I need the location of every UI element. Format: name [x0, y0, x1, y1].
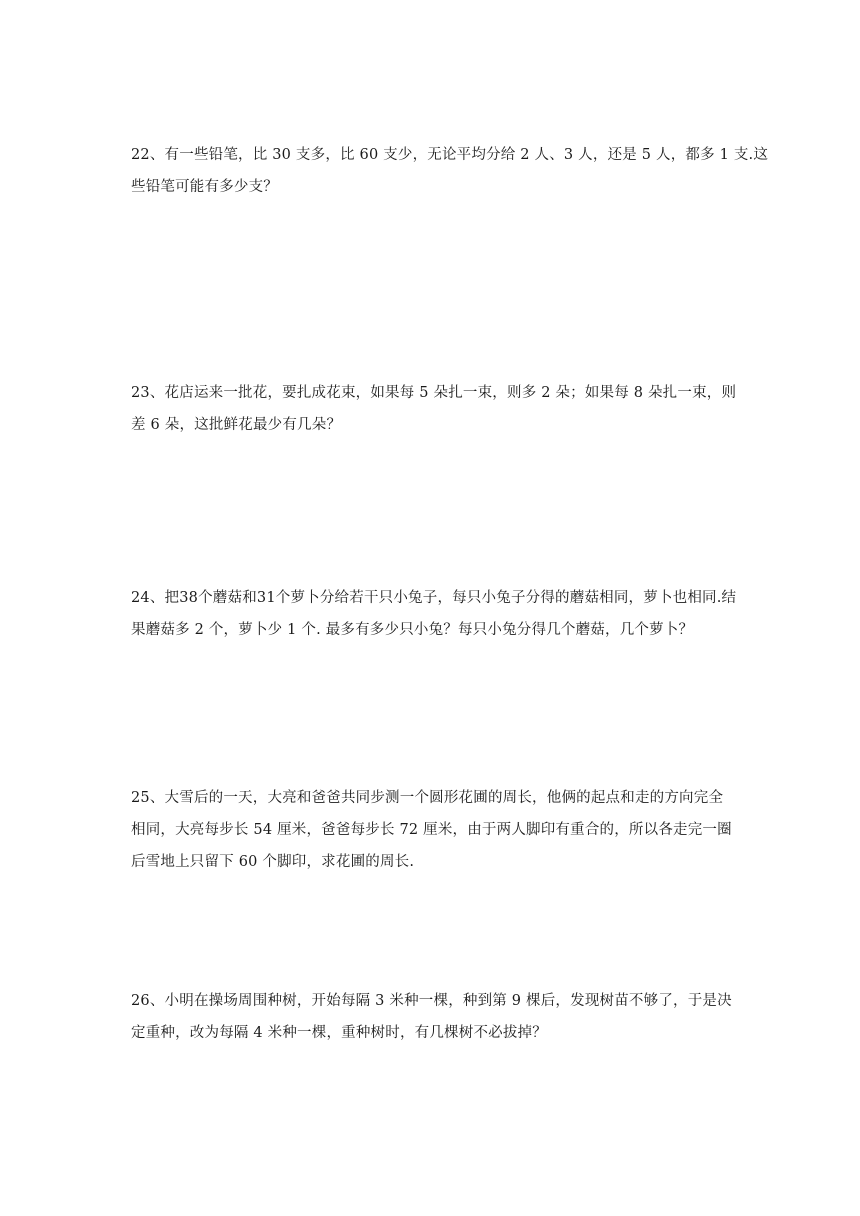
question-26-line-1: 26、小明在操场周围种树，开始每隔 3 米种一棵，种到第 9 棵后，发现树苗不够了，于是决	[131, 993, 732, 1009]
question-24-line-2: 果蘑菇多 2 个，萝卜少 1 个. 最多有多少只小兔？每只小兔分得几个蘑菇，几个萝卜？	[131, 622, 694, 638]
question-24	[131, 582, 737, 646]
question-26-line-2: 定重种，改为每隔 4 米种一棵，重种树时，有几棵树不必拔掉？	[131, 1025, 547, 1041]
question-25-line-3: 后雪地上只留下 60 个脚印，求花圃的周长.	[131, 854, 415, 870]
question-22-line-2: 些铅笔可能有多少支？	[131, 179, 278, 195]
question-25-line-1: 25、大雪后的一天，大亮和爸爸共同步测一个圆形花圃的周长，他俩的起点和走的方向完全	[131, 790, 724, 806]
question-22-line-1: 22、有一些铅笔，比 30 支多，比 60 支少，无论平均分给 2 人、3 人，还是 5 人，都多 1 支.这	[131, 147, 769, 163]
question-23-line-2: 差 6 朵，这批鲜花最少有几朵？	[131, 417, 342, 433]
question-23-line-1: 23、花店运来一批花，要扎成花束，如果每 5 朵扎一束，则多 2 朵；如果每 8 朵扎一束，则	[131, 385, 737, 401]
question-25	[131, 782, 731, 878]
question-26	[131, 985, 731, 1049]
question-25-line-2: 相同，大亮每步长 54 厘米，爸爸每步长 72 厘米，由于两人脚印有重合的，所以各走完一圈	[131, 822, 732, 838]
question-23	[131, 377, 737, 441]
question-24-line-1: 24、把38个蘑菇和31个萝卜分给若干只小兔子，每只小兔子分得的蘑菇相同，萝卜也相同.结	[131, 590, 737, 606]
question-22	[131, 139, 769, 203]
